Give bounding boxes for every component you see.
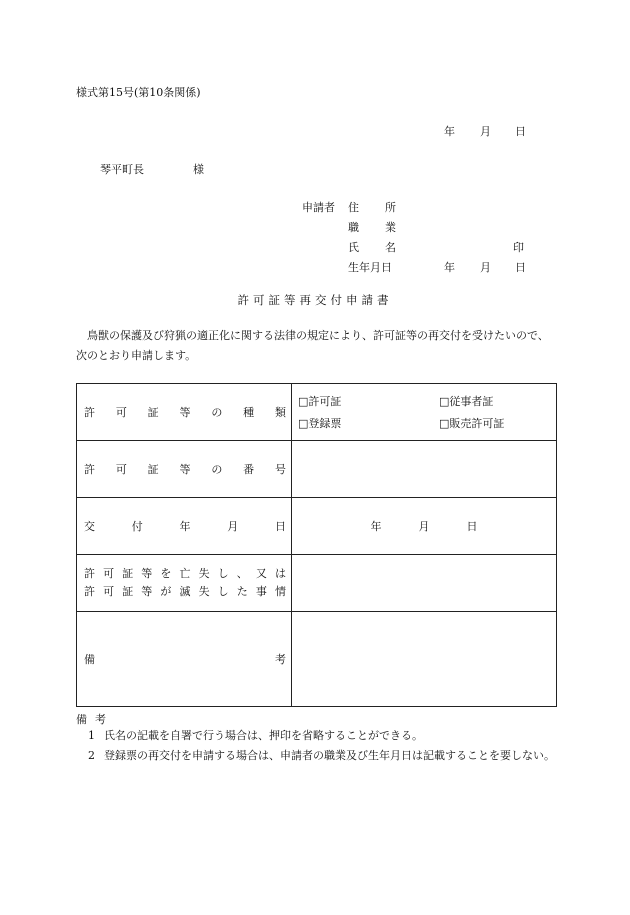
type-label: 許 可 証 等 の 種 類 — [77, 384, 292, 441]
applicant-address-row — [302, 198, 396, 218]
issue-date-value-cell[interactable]: 年 月 日 — [292, 498, 557, 555]
name-label: 氏 名 — [348, 241, 396, 254]
date-year: 年 — [444, 125, 455, 138]
note-item: 1 氏名の記載を自署で行う場合は、押印を省略することができる。 — [88, 729, 423, 742]
note-item: 2 登録票の再交付を申請する場合は、申請者の職業及び生年月日は記載することを要しない。 — [88, 749, 555, 762]
seal-mark: 印 — [513, 241, 524, 254]
number-value-cell[interactable] — [292, 441, 557, 498]
form-number: 様式第15号(第10条関係) — [76, 86, 201, 99]
application-date — [444, 123, 526, 139]
applicant-role: 申請者 — [302, 201, 335, 214]
intro-paragraph: 鳥獣の保護及び狩猟の適正化に関する法律の規定により、許可証等の再交付を受けたいので、次のとおり申請します。 — [76, 329, 549, 362]
number-label: 許 可 証 等 の 番 号 — [77, 441, 292, 498]
applicant-block — [302, 198, 526, 278]
date-month: 月 — [480, 125, 491, 138]
application-table — [76, 383, 557, 707]
checkbox-permit[interactable]: □許可証 — [298, 395, 342, 408]
date-day: 日 — [515, 125, 526, 138]
remarks-value-cell[interactable] — [292, 612, 557, 707]
issue-date-label: 交 付 年 月 日 — [77, 498, 292, 555]
address-label: 住 所 — [348, 201, 396, 214]
table-row-reason — [77, 555, 557, 612]
notes-title: 備考 — [76, 713, 114, 726]
applicant-birth-row — [302, 258, 526, 278]
type-checkbox-cell — [292, 384, 557, 441]
applicant-occupation-row — [302, 218, 396, 238]
checkbox-registration[interactable]: □登録票 — [298, 417, 342, 430]
document-title: 許可証等再交付申請書 — [237, 293, 393, 307]
checkbox-sales-permit[interactable]: □販売許可証 — [439, 417, 505, 430]
addressee — [100, 161, 204, 177]
birth-label: 生年月日 — [348, 261, 392, 274]
checkbox-worker-certificate[interactable]: □従事者証 — [439, 395, 494, 408]
table-row-remarks — [77, 612, 557, 707]
table-row-issue-date — [77, 498, 557, 555]
addressee-name: 琴平町長 — [100, 163, 144, 176]
remarks-label: 備 考 — [77, 612, 292, 707]
reason-label: 許 可 証 等 を 亡 失 し 、 又 は 許 可 証 等 が 滅 失 し た 事 情 — [77, 555, 292, 612]
table-row-number — [77, 441, 557, 498]
birth-date: 年 月 日 — [444, 261, 526, 274]
applicant-name-row — [302, 238, 524, 258]
occupation-label: 職 業 — [348, 221, 396, 234]
table-row-type — [77, 384, 557, 441]
reason-value-cell[interactable] — [292, 555, 557, 612]
honorific: 様 — [193, 163, 204, 176]
